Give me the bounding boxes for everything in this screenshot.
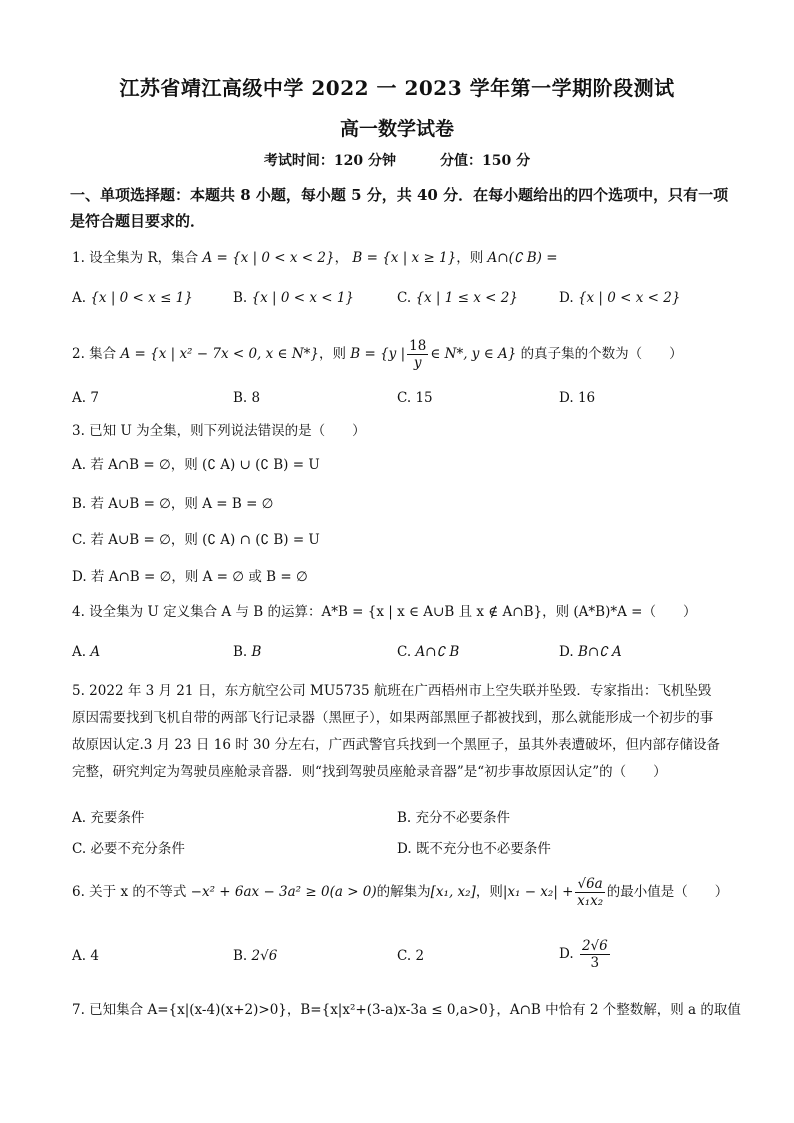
q6-option-d[interactable] [559,938,612,971]
q6-interval: [x₁, x₂] [430,884,476,900]
q2-fraction [407,338,428,371]
q1-sep: ， [334,250,349,266]
q6-frac-den: x₁x₂ [577,893,604,909]
q2-option-b[interactable] [233,390,260,406]
q6-option-a-label: A. [72,948,87,964]
q1-option-b-label: B. [233,290,248,306]
q2-option-c-text: 15 [415,390,433,406]
q6-option-d-label: D. [559,946,574,962]
exam-score: 分值：150 分 [440,153,531,169]
q1-option-b-text: {x | 0 < x < 1} [251,290,355,306]
q5-option-b-text: 充分不必要条件 [415,810,511,826]
q6-option-d-num: 2√6 [581,938,608,954]
q6-option-b-label: B. [233,948,248,964]
q2-set-b-post: ∈ N*, y ∈ A} [430,346,517,362]
q2-option-b-text: 8 [251,390,261,406]
q6-inequality: −x² + 6ax − 3a² ≥ 0(a > 0) [190,884,377,900]
q5-option-b-label: B. [397,810,412,826]
exam-title: 江苏省靖江高级中学 2022 一 2023 学年第一学期阶段测试 [119,76,675,100]
q2-option-c[interactable] [397,390,433,406]
question-7-stem: 7. 已知集合 A={x|(x-4)(x+2)>0}，B={x|x²+(3-a)x-3a ≤ 0,a>0}，A∩B 中恰有 2 个整数解，则 a 的取值 [72,1002,741,1018]
q1-option-a-text: {x | 0 < x ≤ 1} [90,290,193,306]
q6-frac-num: √6a [577,876,603,892]
q5-option-c-text: 必要不充分条件 [90,841,185,857]
q6-stem-b: 的解集为 [376,884,431,900]
q1-option-d[interactable] [559,290,680,306]
question-6-stem [72,876,732,909]
question-3-stem: 3. 已知 U 为全集，则下列说法错误的是（ ） [72,423,366,439]
question-5-options-row2 [72,837,732,859]
q4-option-c-label: C. [397,644,412,660]
q6-option-a-text: 4 [90,948,99,964]
q1-stem-b: ，则 [456,250,484,266]
q1-option-b[interactable] [233,290,354,306]
q1-option-c[interactable] [397,290,518,306]
q5-option-a[interactable] [72,806,144,826]
q2-option-a[interactable] [72,390,99,406]
q2-option-d-label: D. [559,390,574,406]
q4-option-a-text: A [90,644,101,660]
q2-set-b-pre: B = {y | [350,346,406,362]
q5-option-d[interactable] [397,837,551,857]
q4-option-b-label: B. [233,644,248,660]
q6-option-d-den: 3 [590,955,600,971]
q1-stem-a: 1. 设全集为 R，集合 [72,250,199,266]
question-4-options [72,644,732,666]
question-1-options [72,290,732,312]
q2-stem-b: ，则 [318,346,346,362]
q1-option-a-label: A. [72,290,87,306]
q3-option-b[interactable]: B. 若 A∪B = ∅，则 A = B = ∅ [72,496,274,512]
section-1-heading: 一、单项选择题：本题共 8 小题，每小题 5 分，共 40 分．在每小题给出的四个选项中，只有一项是符合题目要求的． [70,186,729,230]
exam-subtitle: 高一数学试卷 [339,118,454,140]
q4-option-c-text: A∩∁ B [415,644,460,660]
q4-option-b[interactable] [233,644,261,660]
q6-option-b-text: 2√6 [251,948,278,964]
question-5-stem: 5. 2022 年 3 月 21 日，东方航空公司 MU5735 航班在广西梧州市上空失联并坠毁．专家指出：飞机坠毁原因需要找到飞机自带的两部飞行记录器（黑匣子），如果两部黑匣子都被找到，那么就能形成一个初步的事故原因认定.3 月 23 日 16 时 30 分左右，广西武警官兵找到一个黑匣子，虽其外表遭破坏，但内部存储设备完整，研究判定为驾驶员座舱录音器．则“找到驾驶员座舱录音器”是“初步事故原因认定”的（ ） [72,683,720,780]
q3-option-d[interactable]: D. 若 A∩B = ∅，则 A = ∅ 或 B = ∅ [72,569,308,585]
q1-option-d-label: D. [559,290,574,306]
q6-stem-d: 的最小值是（ ） [606,884,729,900]
q5-option-d-text: 既不充分也不必要条件 [415,841,551,857]
q3-option-a[interactable]: A. 若 A∩B = ∅，则 (∁ A) ∪ (∁ B) = U [72,457,320,473]
q6-stem-a: 6. 关于 x 的不等式 [72,884,187,900]
question-2-options [72,390,732,412]
q2-frac-den: y [413,355,422,371]
q5-option-c-label: C. [72,841,87,857]
q4-option-a-label: A. [72,644,87,660]
question-4-stem: 4. 设全集为 U 定义集合 A 与 B 的运算：A*B = {x | x ∈ A∪B 且 x ∉ A∩B}，则 (A*B)*A =（ ） [72,604,697,620]
q6-option-a[interactable] [72,948,99,964]
question-5-options-row1 [72,806,732,828]
question-6-options [72,938,732,980]
q1-expr: A∩(∁ B) = [487,250,558,266]
q1-option-d-text: {x | 0 < x < 2} [577,290,681,306]
q6-option-d-fraction [580,938,610,971]
q2-stem-a: 2. 集合 [72,346,117,362]
q5-option-c[interactable] [72,837,185,857]
q6-fraction [575,876,604,909]
q6-option-c[interactable] [397,948,424,964]
q2-option-a-label: A. [72,390,87,406]
q6-option-b[interactable] [233,948,277,964]
q4-option-a[interactable] [72,644,100,660]
q2-option-a-text: 7 [90,390,99,406]
q4-option-c[interactable] [397,644,459,660]
q6-option-c-text: 2 [415,948,425,964]
exam-time: 考试时间：120 分钟 [263,153,396,169]
q3-option-c[interactable]: C. 若 A∪B = ∅，则 (∁ A) ∩ (∁ B) = U [72,532,320,548]
q6-stem-c: ，则 [475,884,503,900]
q1-option-c-label: C. [397,290,412,306]
q2-stem-c: 的真子集的个数为（ ） [520,346,683,362]
q1-option-c-text: {x | 1 ≤ x < 2} [415,290,518,306]
q1-set-b: B = {x | x ≥ 1} [352,250,457,266]
q2-frac-num: 18 [409,338,427,354]
q2-option-d[interactable] [559,390,595,406]
q5-option-d-label: D. [397,841,412,857]
q4-option-d-text: B∩∁ A [577,644,622,660]
q2-set-a: A = {x | x² − 7x < 0, x ∈ N*} [120,346,319,362]
question-1-stem [72,248,732,268]
q1-set-a: A = {x | 0 < x < 2} [202,250,335,266]
question-2-stem [72,338,732,371]
q4-option-d-label: D. [559,644,574,660]
q6-expr-pre: |x₁ − x₂| + [502,884,574,900]
q5-option-a-text: 充要条件 [90,810,145,826]
exam-info [0,150,794,170]
q5-option-a-label: A. [72,810,87,826]
q1-option-a[interactable] [72,290,193,306]
q4-option-b-text: B [251,644,262,660]
q5-option-b[interactable] [397,806,510,826]
q2-option-d-text: 16 [577,390,596,406]
q2-option-c-label: C. [397,390,412,406]
q4-option-d[interactable] [559,644,622,660]
q6-option-c-label: C. [397,948,412,964]
q2-option-b-label: B. [233,390,248,406]
